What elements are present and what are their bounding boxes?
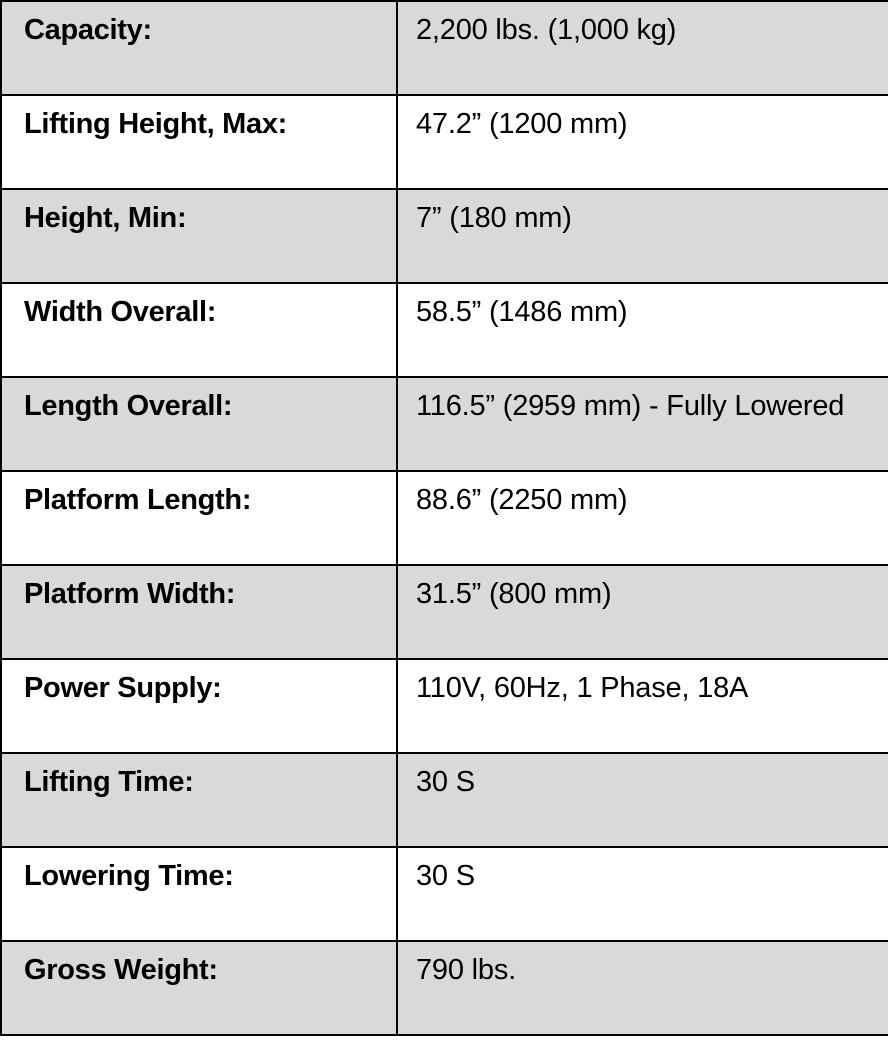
- spec-label: Length Overall:: [1, 377, 397, 471]
- spec-value: 47.2” (1200 mm): [397, 95, 888, 189]
- specifications-table-body: [1, 1, 888, 1035]
- spec-value: 7” (180 mm): [397, 189, 888, 283]
- spec-label: Lifting Time:: [1, 753, 397, 847]
- table-row: [1, 1, 888, 95]
- spec-label: Power Supply:: [1, 659, 397, 753]
- spec-label: Lowering Time:: [1, 847, 397, 941]
- spec-label: Gross Weight:: [1, 941, 397, 1035]
- spec-value: 116.5” (2959 mm) - Fully Lowered: [397, 377, 888, 471]
- spec-label: Lifting Height, Max:: [1, 95, 397, 189]
- spec-value: 58.5” (1486 mm): [397, 283, 888, 377]
- spec-label: Width Overall:: [1, 283, 397, 377]
- spec-label: Platform Width:: [1, 565, 397, 659]
- spec-label: Height, Min:: [1, 189, 397, 283]
- spec-value: 30 S: [397, 753, 888, 847]
- table-row: [1, 95, 888, 189]
- table-row: [1, 377, 888, 471]
- table-row: [1, 189, 888, 283]
- spec-value: 110V, 60Hz, 1 Phase, 18A: [397, 659, 888, 753]
- table-row: [1, 283, 888, 377]
- spec-label: Capacity:: [1, 1, 397, 95]
- spec-label: Platform Length:: [1, 471, 397, 565]
- table-row: [1, 941, 888, 1035]
- spec-value: 88.6” (2250 mm): [397, 471, 888, 565]
- table-row: [1, 847, 888, 941]
- spec-value: 2,200 lbs. (1,000 kg): [397, 1, 888, 95]
- spec-value: 31.5” (800 mm): [397, 565, 888, 659]
- table-row: [1, 753, 888, 847]
- table-row: [1, 565, 888, 659]
- table-row: [1, 471, 888, 565]
- spec-value: 790 lbs.: [397, 941, 888, 1035]
- table-row: [1, 659, 888, 753]
- spec-value: 30 S: [397, 847, 888, 941]
